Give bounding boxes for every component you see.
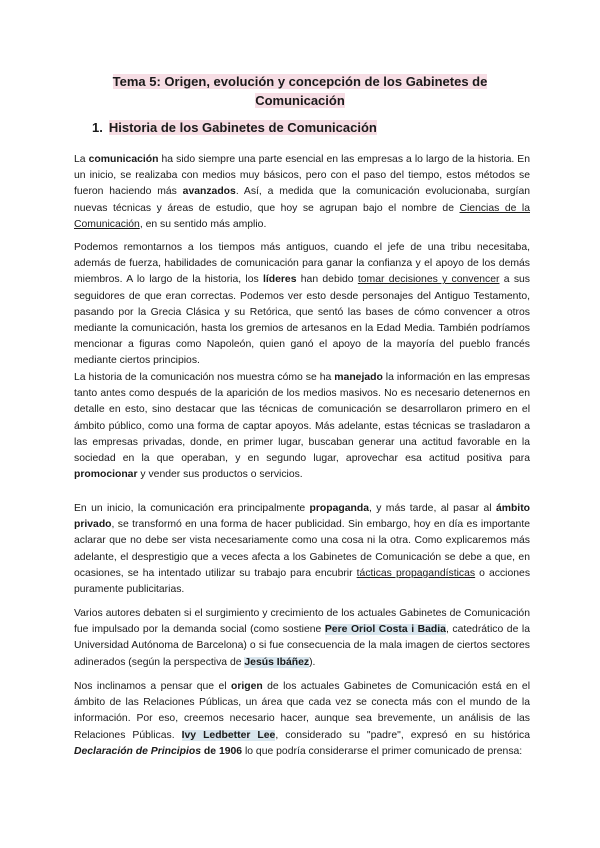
title-line-1: Tema 5: Origen, evolución y concepción de los Gabinetes de (112, 74, 488, 89)
document-title (60, 72, 540, 110)
paragraph-6: Nos inclinamos a pensar que el origen de los actuales Gabinetes de Comunicación está en el ámbito de las Relaciones Públicas, un área que cada vez se conecta más con el mundo de la información. Por eso, creemos necesario hacer, aunque sea brevemente, un análisis de las Relaciones Públicas. Ivy Ledbetter Lee, considerado su "padre", expresó en su histórica Declaración de Principios de 1906 lo que podría considerarse el primer comunicado de prensa: (74, 681, 530, 757)
title-line-2: Comunicación (255, 93, 345, 108)
paragraph-3: La historia de la comunicación nos muestra cómo se ha manejado la información en las empresas tanto antes como después de la aparición de los medios masivos. No es necesario detenernos en detalle en esto, sino destacar que las técnicas de comunicación se desarrollaron primero en el ámbito público, como una forma de captar apoyos. Más adelante, estas técnicas se trasladaron a las empresas privadas, donde, en primer lugar, buscaban generar una actitud favorable en la sociedad en la que operaban, y en segundo lugar, aprovechar esa actitud positiva para promocionar y vender sus productos o servicios. (74, 372, 530, 481)
highlighted-name: Pere Oriol Costa i Badia (324, 624, 446, 636)
paragraph-1: La comunicación ha sido siempre una parte esencial en las empresas a lo largo de la historia. En un inicio, se realizaba con medios muy básicos, pero con el paso del tiempo, estos métodos se fueron haciendo más avanzados. Así, a medida que la comunicación evolucionaba, surgían nuevas técnicas y áreas de estudio, que hoy se agrupan bajo el nombre de Ciencias de la Comunicación, en su sentido más amplio. (74, 154, 531, 230)
underlined-term: Ciencias de la Comunicación (74, 202, 530, 230)
section-title: Historia de los Gabinetes de Comunicación (108, 120, 377, 135)
section-number: 1. (92, 120, 103, 135)
highlighted-name: Ivy Ledbetter Lee (181, 729, 276, 741)
paragraph-2: Podemos remontarnos a los tiempos más antiguos, cuando el jefe de una tribu necesitaba, además de fuerza, habilidades de comunicación para ganar la confianza y el apoyo de los demás miembros. A lo largo de la historia, los líderes han debido tomar decisiones y convencer a sus seguidores de que eran correctas. Podemos ver esto desde personajes del Antiguo Testamento, pasando por la Grecia Clásica y su Retórica, que sentó las bases de cómo convencer a otros mediante la comunicación, hasta los gremios de artesanos en la Edad Media. También podríamos mencionar a figuras como Napoleón, quien ganó el apoyo de la mayoría del pueblo francés mediante ciertos principios. (74, 242, 530, 367)
paragraph-5: Varios autores debaten si el surgimiento y crecimiento de los actuales Gabinetes de Comunicación fue impulsado por la demanda social (como sostiene Pere Oriol Costa i Badia, catedrático de la Universidad Autónoma de Barcelona) o si fue consecuencia de la mala imagen de ciertos sectores adinerados (según la perspectiva de Jesús Ibáñez). (74, 608, 530, 668)
italic-title: Declaración de Principios (74, 745, 202, 757)
paragraph-4: En un inicio, la comunicación era principalmente propaganda, y más tarde, al pasar al ámbito privado, se transformó en una forma de hacer publicidad. Sin embargo, hoy en día es importante aclarar que no debe ser vista necesariamente como una cosa ni la otra. Como explicaremos más adelante, el desprestigio que a veces afecta a los Gabinetes de Comunicación se debe a que, en ocasiones, se ha intentado utilizar su trabajo para encubrir tácticas propagandísticas o acciones puramente publicitarias. (74, 503, 531, 596)
section-heading (92, 120, 377, 135)
underlined-phrase: tomar decisiones y convencer (357, 274, 500, 286)
underlined-phrase: tácticas propagandísticas (356, 567, 476, 579)
highlighted-name: Jesús Ibáñez (244, 656, 310, 668)
